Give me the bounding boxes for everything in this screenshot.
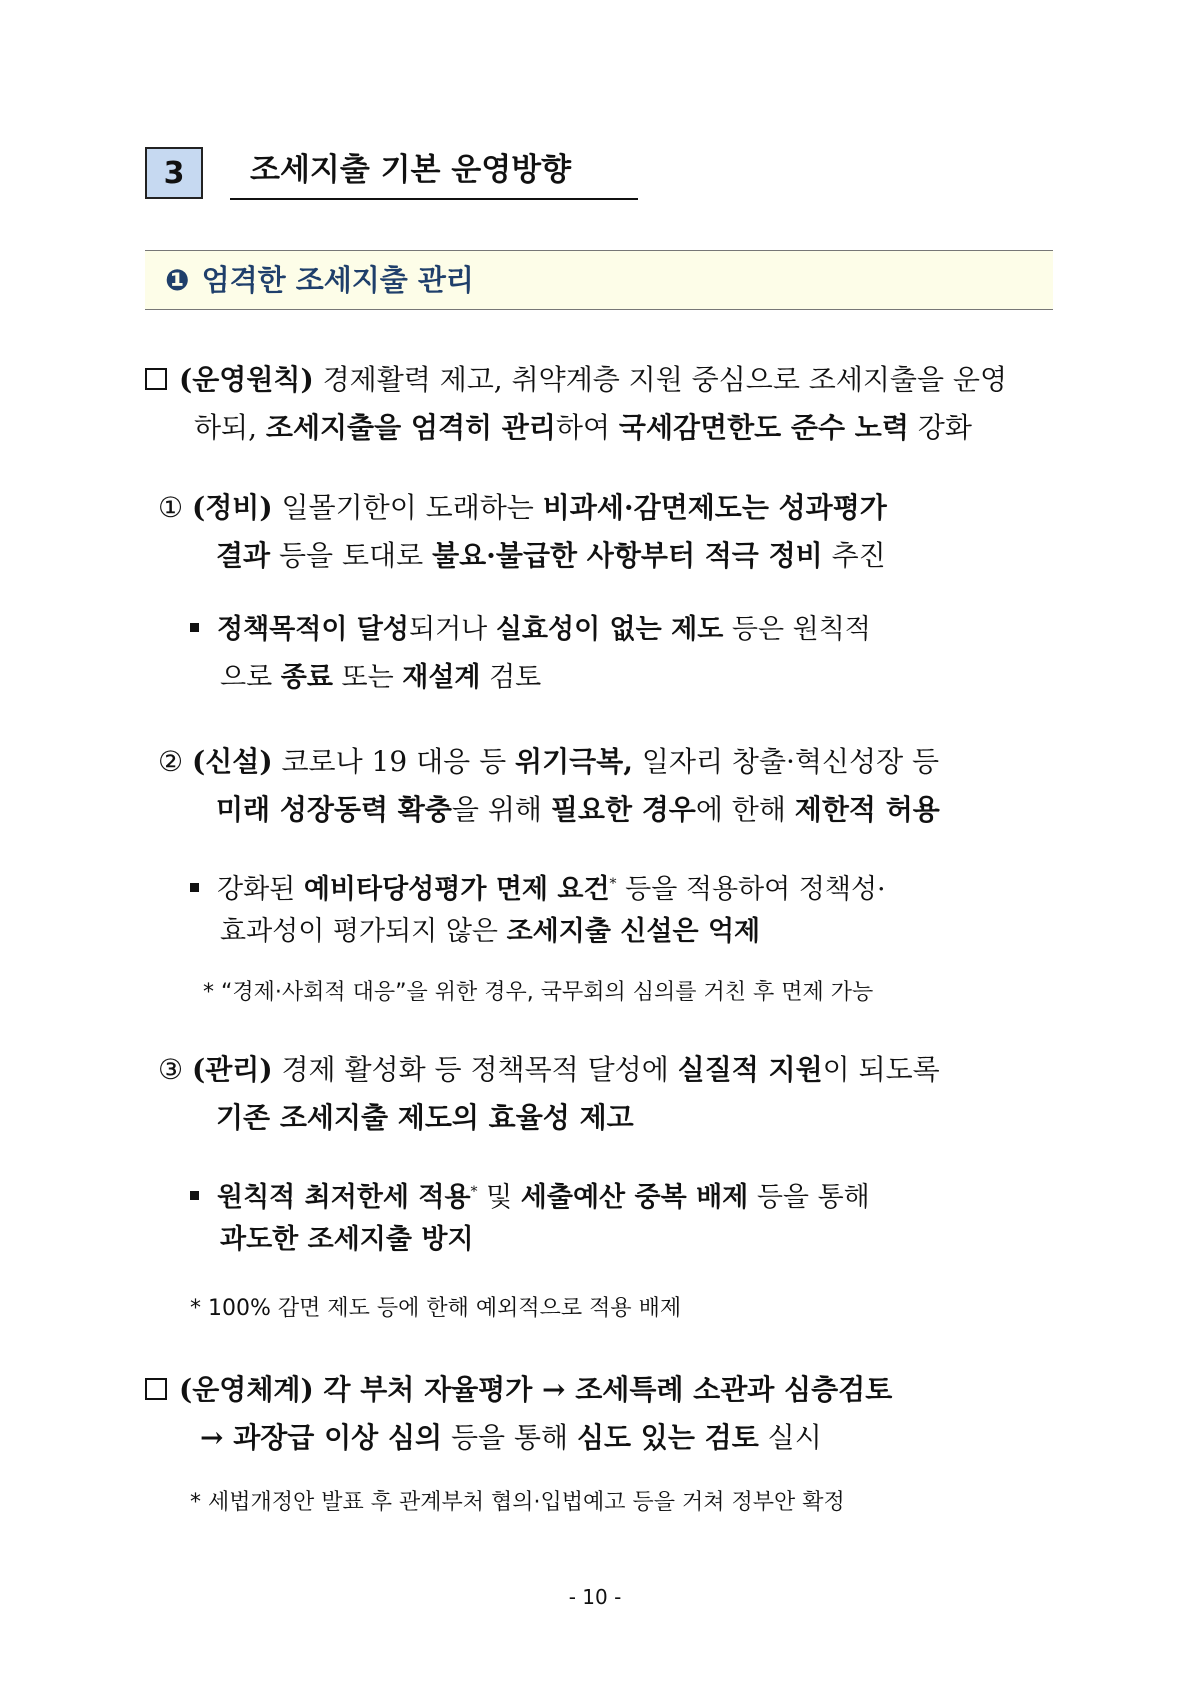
bullet-1-line-2 [220, 654, 541, 702]
circled-number: ③ [158, 1053, 184, 1086]
text-run: 제한적 허용 [794, 793, 940, 826]
circled-number: ① [158, 491, 184, 524]
text-run: 효과성이 평가되지 않은 [220, 916, 507, 947]
text-run: 하되, [194, 411, 266, 444]
footnote-1: * “경제·사회적 대응”을 위한 경우, 국무회의 심의를 거친 후 면제 가능 [203, 980, 874, 1005]
text-run: 강화된 [217, 874, 304, 905]
section-number: 3 [145, 147, 203, 199]
item-3-line-2 [216, 1094, 634, 1142]
bullet-square-icon [190, 623, 199, 632]
text-run: 과도한 조세지출 방지 [220, 1224, 474, 1255]
text-run: 결과 [216, 539, 271, 572]
subsection-title: 엄격한 조세지출 관리 [201, 263, 474, 297]
item-3-line-1 [158, 1046, 940, 1094]
text-run: 조세지출을 엄격히 관리 [265, 411, 556, 444]
text-run: 실시 [758, 1421, 822, 1454]
text-run: 불요·불급한 사항부터 적극 정비 [432, 539, 823, 572]
text-run: 재설계 [402, 662, 481, 693]
bullet-square-icon [190, 1191, 199, 1200]
text-run: 등을 적용하여 정책성· [616, 874, 886, 905]
circled-number: ② [158, 745, 184, 778]
text-run: 세출예산 중복 배제 [520, 1182, 749, 1213]
text-run: 검토 [480, 662, 542, 693]
principle-line-2 [194, 404, 972, 452]
bullet-1-line-1 [190, 606, 871, 654]
text-run: 코로나 19 대응 등 [272, 745, 516, 778]
system-line-1 [145, 1366, 892, 1414]
text-run: 또는 [332, 662, 403, 693]
item-label: (정비) [192, 491, 273, 524]
text-run: 예비타당성평가 면제 요건 [303, 874, 610, 905]
text-run: 경제 활성화 등 정책목적 달성에 [272, 1053, 678, 1086]
system-line-2 [200, 1414, 822, 1462]
text-run: → 과장급 이상 심의 [200, 1421, 443, 1454]
text-run: 을 위해 [451, 793, 551, 826]
text-run: 등을 통해 [748, 1182, 870, 1213]
text-run: 강화 [908, 411, 972, 444]
bullet-2-line-2 [220, 908, 760, 956]
bullet-2-line-1 [190, 860, 886, 914]
bullet-3-line-2 [220, 1216, 474, 1264]
text-run: 국세감면한도 준수 노력 [618, 411, 909, 444]
text-run: 필요한 경우 [550, 793, 696, 826]
checkbox-square-icon [145, 368, 167, 390]
text-run: 에 한해 [695, 793, 795, 826]
bullet-3-line-1 [190, 1168, 870, 1222]
item-label: (관리) [192, 1053, 273, 1086]
subsection-marker: ❶ [165, 263, 190, 297]
text-run: 하여 [555, 411, 619, 444]
item-2-line-1 [158, 738, 939, 786]
text-run: 실효성이 없는 제도 [495, 614, 724, 645]
principle-label: (운영원칙) [179, 363, 314, 396]
text-run: 조세지출 신설은 억제 [506, 916, 761, 947]
item-label: (신설) [192, 745, 273, 778]
text-run: 일자리 창출·혁신성장 등 [632, 745, 940, 778]
checkbox-square-icon [145, 1378, 167, 1400]
footnote-2: * 100% 감면 제도 등에 한해 예외적으로 적용 배제 [190, 1296, 682, 1321]
text-run: 되거나 [408, 614, 496, 645]
principle-text: 경제활력 제고, 취약계층 지원 중심으로 조세지출을 운영 [313, 363, 1008, 396]
bullet-square-icon [190, 883, 199, 892]
text-run: 미래 성장동력 확충 [216, 793, 452, 826]
text-run: 원칙적 최저한세 적용 [217, 1182, 471, 1213]
text-run: 심도 있는 검토 [576, 1421, 759, 1454]
item-1-line-2 [216, 532, 886, 580]
section-title: 조세지출 기본 운영방향 [230, 148, 638, 200]
principle-line-1 [145, 356, 1007, 404]
text-run: 등을 통해 [442, 1421, 577, 1454]
text-run: 등은 원칙적 [723, 614, 871, 645]
text-run: 정책목적이 달성 [217, 614, 409, 645]
footnote-mark: * [609, 876, 617, 892]
page-number: - 10 - [568, 1585, 622, 1609]
text-run: 이 되도록 [822, 1053, 940, 1086]
text-run: (운영체계) 각 부처 자율평가 → 조세특례 소관과 심층검토 [179, 1373, 893, 1406]
text-run: 일몰기한이 도래하는 [272, 491, 543, 524]
text-run: 위기극복, [515, 745, 633, 778]
subsection-banner [145, 250, 1053, 310]
text-run: 종료 [280, 662, 333, 693]
text-run: 및 [477, 1182, 521, 1213]
text-run: 비과세·감면제도는 성과평가 [542, 491, 887, 524]
footnote-mark: * [470, 1184, 478, 1200]
text-run: 등을 토대로 [270, 539, 433, 572]
item-2-line-2 [216, 786, 940, 834]
text-run: 기존 조세지출 제도의 효율성 제고 [216, 1101, 634, 1134]
text-run: 추진 [822, 539, 886, 572]
item-1-line-1 [158, 484, 887, 532]
text-run: 실질적 지원 [677, 1053, 823, 1086]
footnote-3: * 세법개정안 발표 후 관계부처 협의·입법예고 등을 거쳐 정부안 확정 [190, 1490, 845, 1515]
text-run: 으로 [220, 662, 281, 693]
